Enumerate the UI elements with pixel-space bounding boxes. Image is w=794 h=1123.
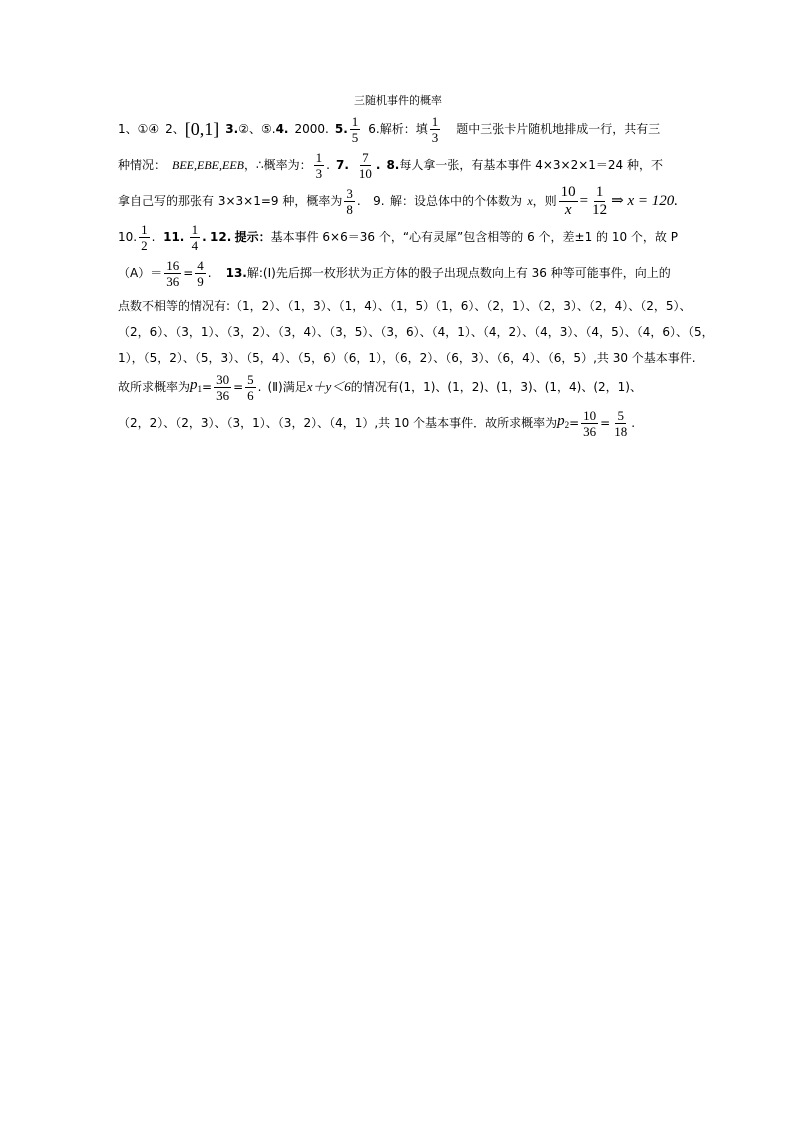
answer-line-7: （2，6）、（3，1）、（3，2）、（3，4）、（3，5）、（3，6）、（4，1）、（4，2）、（4，3）、（4，5）、（4，6）、（5， [118,325,714,339]
equals-sign: = [202,380,213,394]
numerator: 7 [362,149,369,165]
answer-4-label: 4. [275,122,289,136]
numerator: 4 [197,257,204,273]
numerator: 1 [351,113,359,129]
denominator: 3 [315,165,323,181]
numerator: 1 [595,183,604,200]
text: 解：设总体中的个体数为 [389,194,522,208]
denominator: 36 [583,423,597,439]
text: 的情况有(1，1)、(1，2)、(1，3)、(1，4)、(2，1)、 [350,380,642,394]
probability-fraction [195,259,206,288]
answer-6-label: 6. [368,122,380,136]
text: . [202,230,207,244]
probability-fraction [612,409,629,438]
answer-line-10 [118,408,678,438]
answer-line-8: 1），（5，2）、（5，3）、（5，4）、（5，6）（6，1），（6，2）、（6，3）、（6，4）、（6，5）,共 30 个基本事件. [118,351,696,365]
text: . [356,194,361,208]
p-subscript: 1 [197,384,203,394]
answer-11-label: 11. [163,230,185,244]
numerator: 10 [560,183,576,200]
answer-5-label: 5. [334,122,348,136]
text: . [151,230,156,244]
answer-8-label: 8. [386,158,400,172]
numerator: 10 [583,407,597,423]
answer-line-1 [118,114,678,144]
answer-6-text: 解析：填 [379,122,428,136]
denominator: 18 [614,423,628,439]
answer-7-label: 7. [335,158,349,172]
answer-line-2 [118,150,678,180]
denominator: 12 [592,201,608,218]
denominator: 5 [351,129,359,145]
p-symbol: p [557,413,565,429]
probability-symbol [190,370,202,404]
text: （2，2）、（2，3）、（3，1）、（3，2）、（4，1）,共 10 个基本事件．故所求概率为 [118,416,558,430]
page-title: 三随机事件的概率 [354,94,442,107]
answer-2-interval: [0,1] [184,119,220,139]
probability-fraction [214,373,231,402]
answer-6-fraction [430,115,441,144]
text: . [207,266,212,280]
probability-fraction [344,187,355,216]
text: 故所求概率为 [118,380,191,394]
numerator: 30 [216,371,230,387]
answer-4: 2000. [294,122,329,136]
equals-sign: = [600,416,611,430]
probability-fraction [245,373,256,402]
answer-line-3 [118,183,678,218]
p-subscript: 2 [564,420,570,430]
answer-2-label: 2、 [165,122,185,136]
condition: x＋y＜6 [306,379,351,394]
denominator: 3 [431,129,439,145]
answer-line-9 [118,372,678,402]
denominator: 8 [346,201,353,217]
answer-12-label: 12. [210,230,232,244]
answer-9-label: 9. [373,194,385,208]
equals-sign: = [569,416,580,430]
answer-10-label: 10. [118,230,138,244]
text: . [375,158,381,172]
answer-line-4 [118,222,678,252]
answer-3: ②、⑤. [238,122,276,136]
equals-sign: = [579,193,589,209]
answer-11-fraction [190,223,201,252]
probability-fraction [581,409,598,438]
p-symbol: p [190,377,198,393]
numerator: 5 [247,371,254,387]
text: ，则 [532,194,557,208]
probability-fraction [314,151,325,180]
numerator: 1 [315,149,323,165]
answer-8-text: 每人拿一张，有基本事件 4×3×2×1＝24 种，不 [399,158,663,172]
answer-3-label: 3. [225,122,239,136]
answer-12-text: 基本事件 6×6＝36 个，“心有灵犀”包含相等的 6 个，差±1 的 10 个，故 P [270,230,678,244]
denominator: 10 [358,165,372,181]
denominator: 6 [247,387,254,403]
denominator: 36 [166,273,180,289]
outcomes-list: BEE,EBE,EEB [172,158,244,172]
denominator: x [564,201,572,218]
equals-sign: = [183,266,194,280]
numerator: 16 [166,257,180,273]
probability-fraction [164,259,181,288]
denominator: 4 [191,237,199,253]
text: 种情况： [118,158,167,172]
answer-line-6: 点数不相等的情况有:（1，2）、（1，3）、（1，4）、（1，5）（1，6）、（2，1）、（2，3）、（2，4）、（2，5）、 [118,299,692,313]
denominator: 9 [197,273,204,289]
probability-symbol [557,406,569,440]
answer-13-text: 解:(Ⅰ)先后掷一枚形状为正方体的骰子出现点数向上有 36 种等可能事件，向上的 [246,266,671,280]
text: . [326,158,330,172]
text: . [631,416,636,430]
numerator: 1 [141,221,148,237]
equals-sign: = [233,380,244,394]
text: （A）＝ [118,266,163,280]
numerator: 1 [191,221,199,237]
answer-7-fraction [357,151,374,180]
answer-line-5 [118,258,678,288]
numerator: 3 [346,185,353,201]
equation-fraction [590,185,609,218]
text: . [257,380,262,394]
numerator: 5 [617,407,624,423]
variable: x [527,194,533,208]
answer-10-fraction [139,223,150,252]
text: ，∴概率为： [244,158,312,172]
text: 拿自己写的那张有 3×3×1=9 种，概率为 [118,194,343,208]
numerator: 1 [431,113,439,129]
result: ⇒ x = 120. [611,193,678,209]
answer-page [118,92,714,444]
equation-fraction [559,185,578,218]
denominator: 36 [216,387,230,403]
answer-5-fraction [350,115,361,144]
answer-13-label: 13. [225,266,247,280]
hint-label: 提示： [234,230,271,244]
answer-6-explanation: 题中三张卡片随机地排成一行，共有三 [456,122,661,136]
denominator: 2 [141,237,148,253]
part-2-label: (Ⅱ)满足 [267,380,307,394]
answer-1: 1、①④ [118,122,160,136]
